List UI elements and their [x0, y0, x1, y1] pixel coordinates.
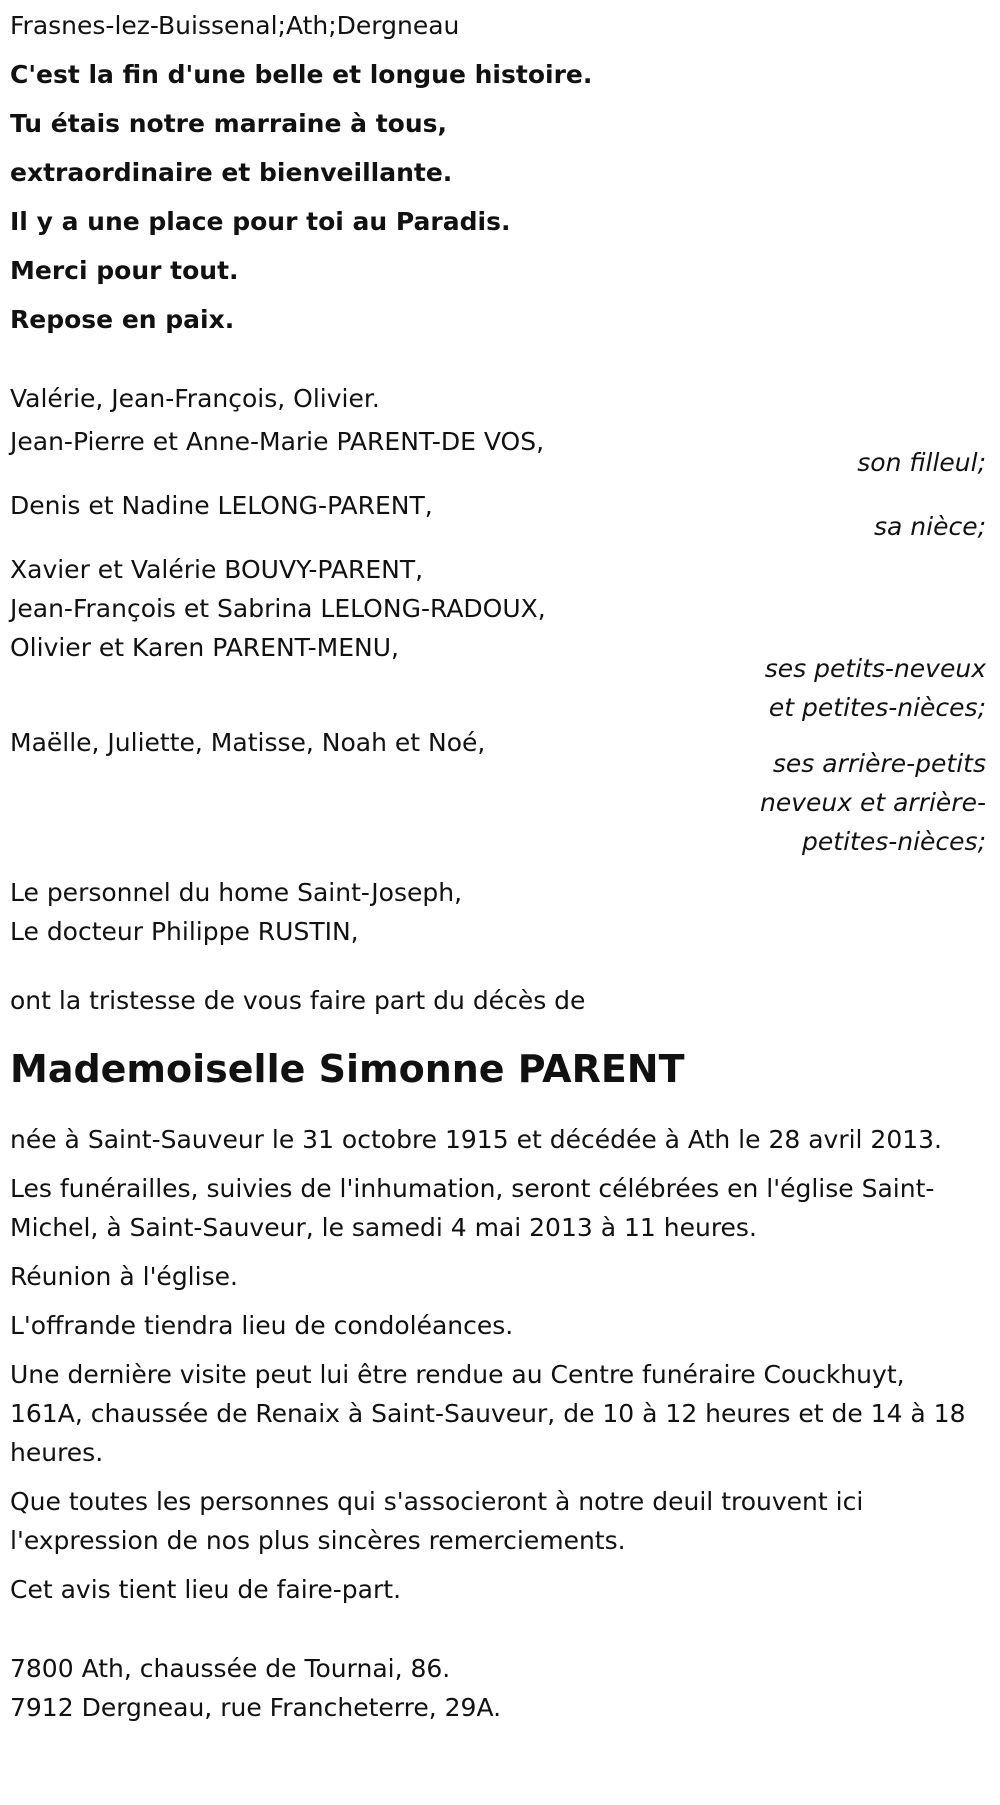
other-mourner: Le docteur Philippe RUSTIN, [10, 917, 359, 946]
family-relation: ses petits-neveux et petites-nièces; [764, 654, 986, 722]
detail-paragraph: Cet avis tient lieu de faire-part. [10, 1575, 402, 1604]
detail-paragraph: née à Saint-Sauveur le 31 octobre 1915 et décédée à Ath le 28 avril 2013. [10, 1125, 943, 1154]
detail-paragraph: Que toutes les personnes qui s'associeront à notre deuil trouvent ici l'expression de nos plus sincères remerciements. [10, 1487, 864, 1555]
family-member: Denis et Nadine LELONG-PARENT, [10, 491, 433, 520]
family-relation: son filleul; [857, 448, 986, 477]
deceased-name: Mademoiselle Simonne PARENT [10, 1047, 685, 1091]
family-member: Olivier et Karen PARENT-MENU, [10, 633, 399, 662]
detail-paragraph: Une dernière visite peut lui être rendue au Centre funéraire Couckhuyt, 161A, chaussée de Renaix à Saint-Sauveur, de 10 à 12 heures et de 14 à 18 heures. [10, 1360, 966, 1467]
family-section [10, 379, 1000, 951]
address-line: 7912 Dergneau, rue Francheterre, 29A. [10, 1693, 502, 1722]
poem-line: Tu étais notre marraine à tous, [10, 109, 447, 138]
family-intro: Valérie, Jean-François, Olivier. [10, 384, 380, 413]
family-member: Jean-François et Sabrina LELONG-RADOUX, [10, 594, 546, 623]
poem [10, 55, 1000, 339]
family-member: Jean-Pierre et Anne-Marie PARENT-DE VOS, [10, 427, 545, 456]
poem-line: C'est la fin d'une belle et longue histoire. [10, 60, 593, 89]
family-member: Xavier et Valérie BOUVY-PARENT, [10, 555, 424, 584]
other-mourner: Le personnel du home Saint-Joseph, [10, 878, 463, 907]
family-relation: sa nièce; [873, 512, 986, 541]
announcement-intro: ont la tristesse de vous faire part du décès de [10, 986, 586, 1015]
addresses [10, 1649, 1000, 1727]
family-group [10, 486, 986, 546]
family-group [10, 422, 986, 482]
detail-paragraph: Réunion à l'église. [10, 1262, 238, 1291]
poem-line: Repose en paix. [10, 305, 235, 334]
detail-paragraph: Les funérailles, suivies de l'inhumation, seront célébrées en l'église Saint-Michel, à Saint-Sauveur, le samedi 4 mai 2013 à 11 heures. [10, 1174, 935, 1242]
family-member: Maëlle, Juliette, Matisse, Noah et Noé, [10, 728, 486, 757]
poem-line: Merci pour tout. [10, 256, 239, 285]
detail-paragraph: L'offrande tiendra lieu de condoléances. [10, 1311, 514, 1340]
family-group [10, 550, 986, 727]
poem-line: extraordinaire et bienveillante. [10, 158, 453, 187]
family-relation: ses arrière-petits neveux et arrière-petites-nièces; [759, 749, 986, 856]
address-line: 7800 Ath, chaussée de Tournai, 86. [10, 1654, 451, 1683]
locations-header: Frasnes-lez-Buissenal;Ath;Dergneau [10, 11, 460, 40]
poem-line: Il y a une place pour toi au Paradis. [10, 207, 511, 236]
announcement-details [10, 1120, 1000, 1609]
family-group [10, 723, 986, 861]
